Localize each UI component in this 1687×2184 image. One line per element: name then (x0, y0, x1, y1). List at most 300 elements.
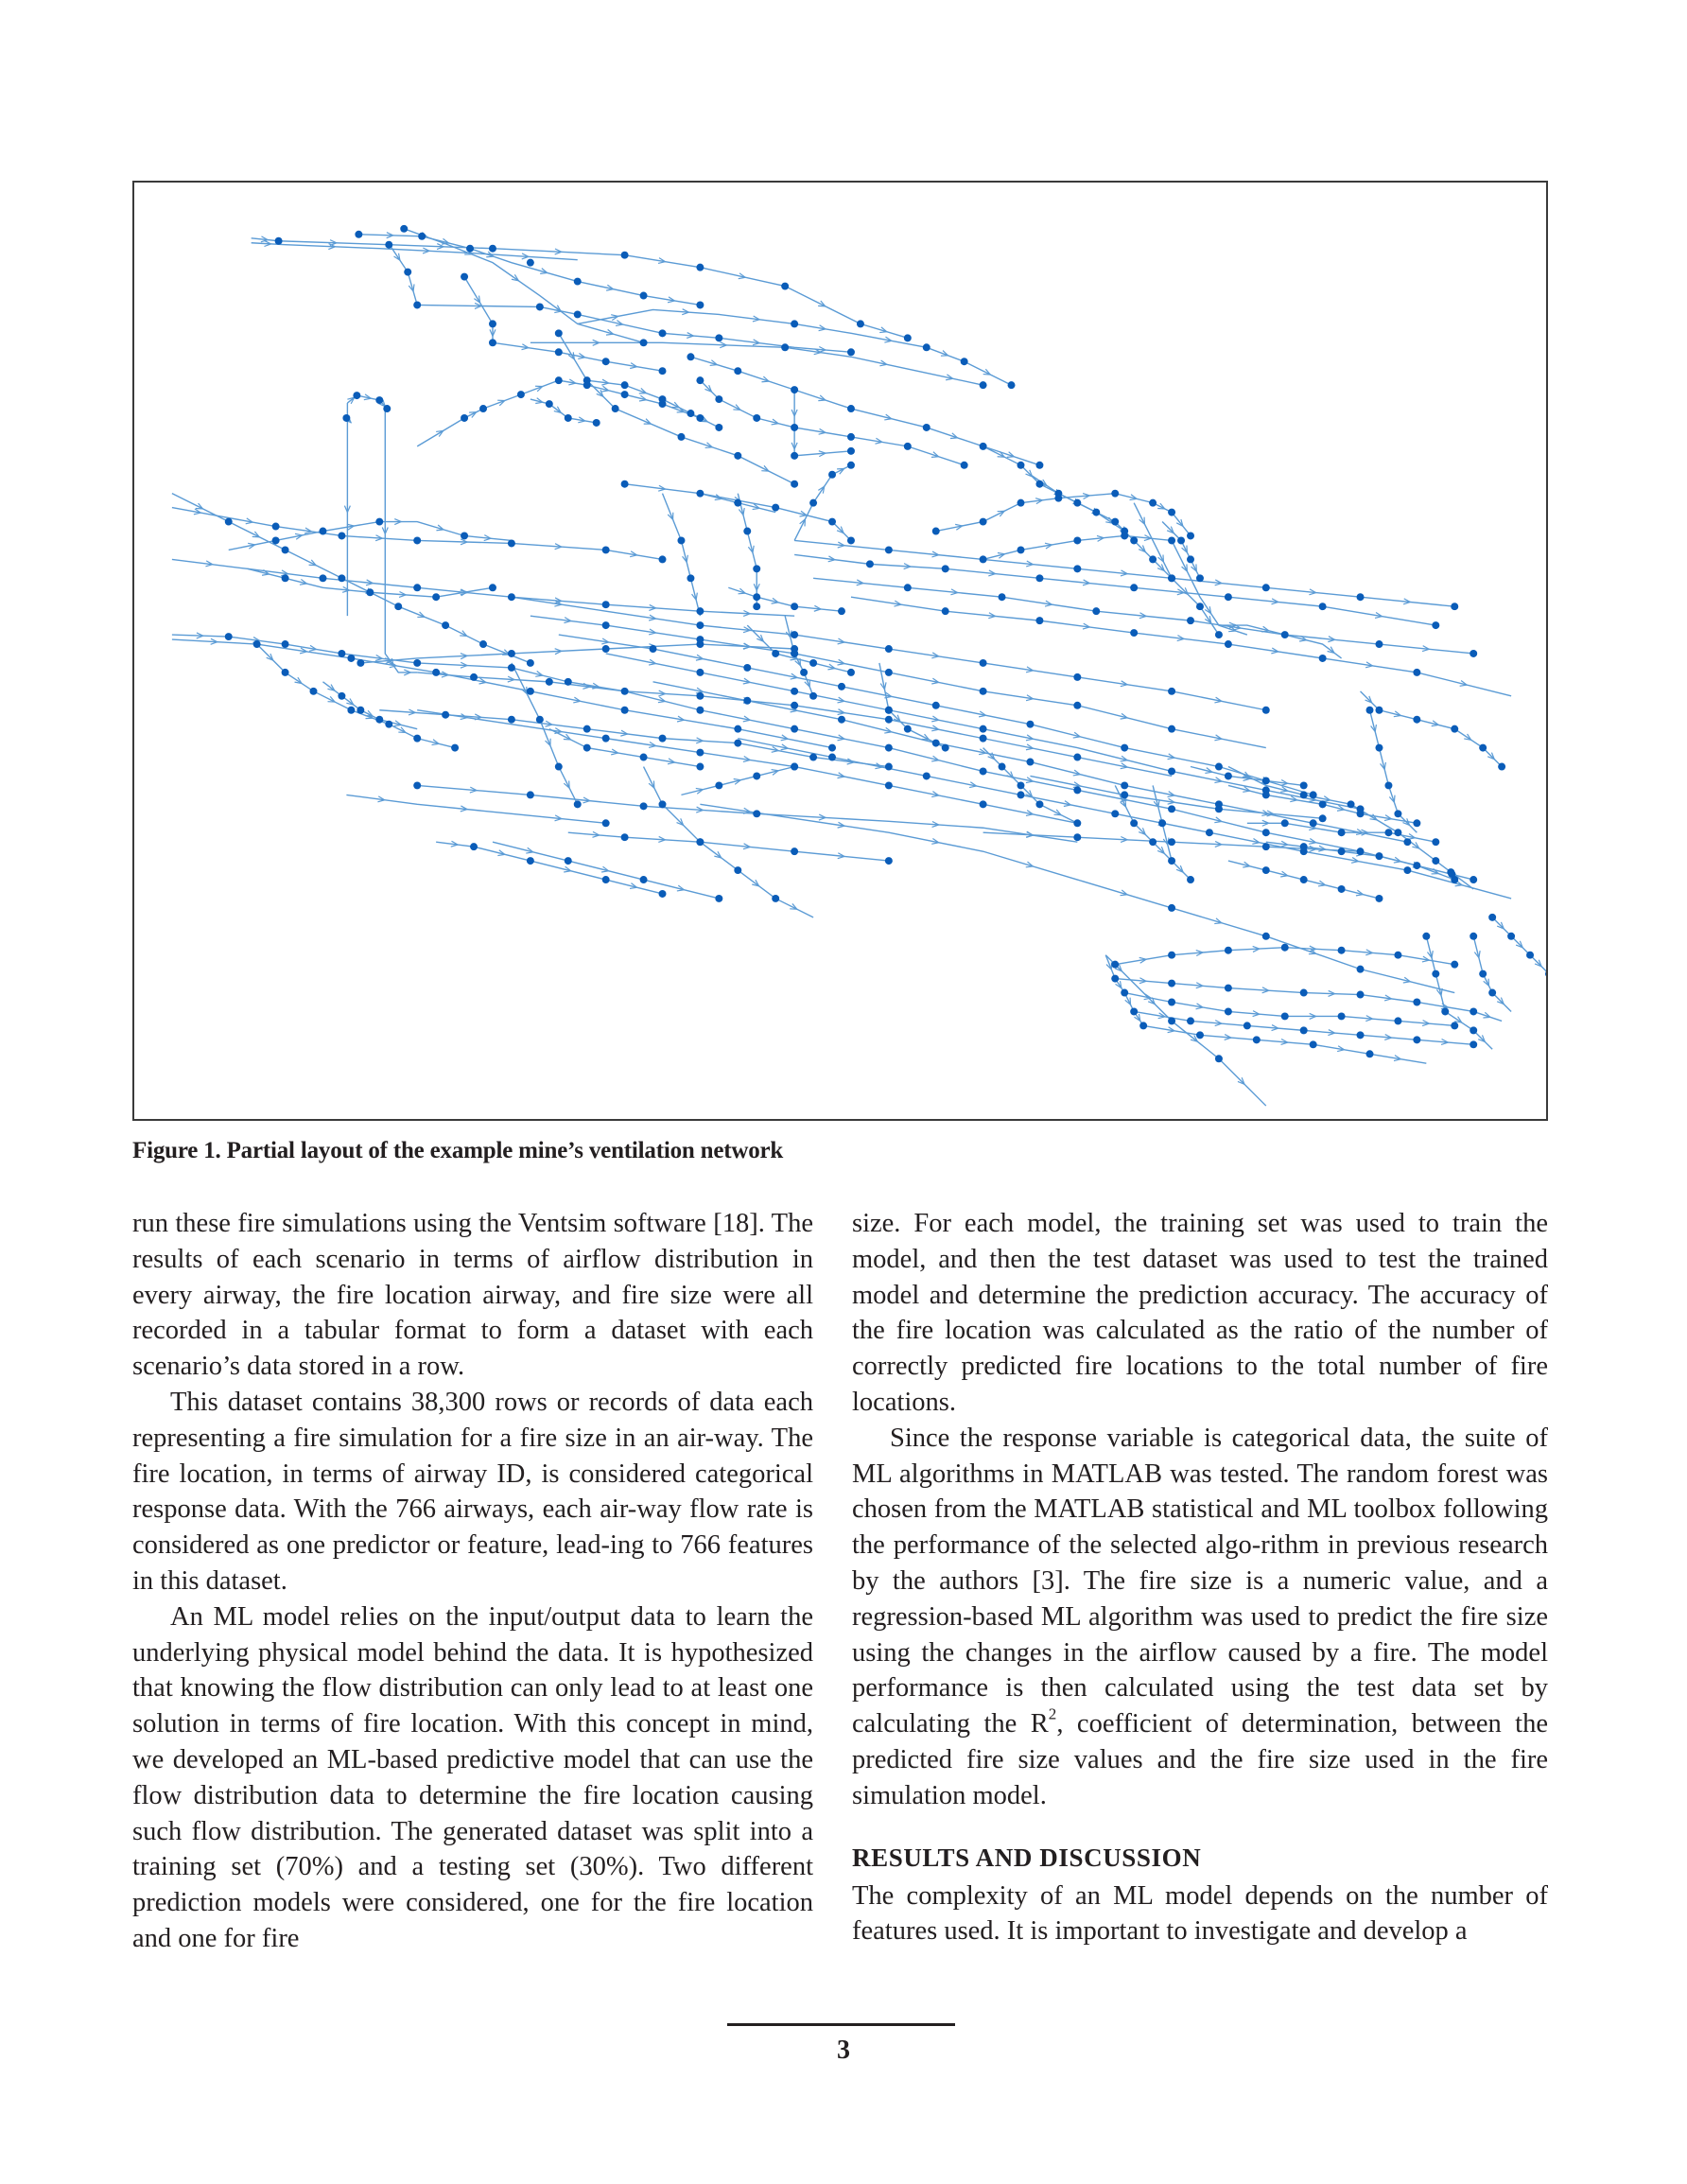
junction-node (479, 640, 487, 648)
junction-node (980, 381, 987, 389)
junction-node (225, 633, 233, 640)
junction-node (838, 716, 845, 724)
junction-node (980, 800, 987, 808)
junction-node (942, 744, 949, 752)
junction-node (1168, 980, 1175, 987)
junction-node (828, 518, 836, 526)
junction-node (366, 588, 374, 596)
junction-node (1394, 1017, 1401, 1024)
paragraph: An ML model relies on the input/output data to learn the underlying physical model behind the data. It is hypothesized that knowing the flow distribution can only lead to at least one solution in terms of fire location. With this concept in mind, we developed an ML-based predictive model that can use the flow distribution data to determine the fire location causing such flow distribution. The generated dataset was split into a training set (70%) and a testing set (30%). Two different prediction models were considered, one for the fire location and one for fire (132, 1601, 813, 1953)
airway-edge (794, 554, 1435, 625)
junction-node (1394, 810, 1401, 817)
junction-node (375, 396, 383, 404)
junction-node (1035, 574, 1043, 582)
junction-node (696, 669, 704, 676)
junction-node (923, 772, 930, 779)
junction-node (1507, 933, 1515, 940)
junction-node (1375, 895, 1383, 902)
junction-node (1073, 499, 1081, 507)
junction-node (527, 688, 534, 695)
junction-node (555, 348, 563, 356)
junction-node (508, 664, 515, 672)
junction-node (791, 631, 798, 638)
airway-edge (360, 644, 794, 663)
junction-node (838, 683, 845, 690)
junction-node (885, 546, 893, 553)
junction-node (696, 414, 704, 422)
junction-node (1451, 961, 1458, 969)
section-heading: RESULTS AND DISCUSSION (852, 1843, 1202, 1872)
junction-node (1196, 603, 1204, 610)
junction-node (1187, 617, 1194, 624)
junction-node (791, 763, 798, 771)
ventilation-network-diagram (134, 183, 1546, 1119)
junction-node (791, 386, 798, 393)
junction-node (1375, 640, 1383, 648)
junction-node (1357, 847, 1365, 855)
junction-node (753, 414, 760, 422)
junction-node (1092, 509, 1100, 516)
network-junctions (225, 225, 1546, 1062)
junction-node (828, 744, 836, 752)
junction-node (809, 692, 817, 700)
junction-node (809, 754, 817, 761)
airway-edge (568, 832, 889, 861)
junction-node (734, 740, 741, 747)
junction-node (1262, 829, 1270, 836)
junction-node (385, 721, 392, 728)
junction-node (1130, 536, 1138, 544)
junction-node (1026, 721, 1034, 728)
junction-node (942, 565, 949, 572)
junction-node (1017, 781, 1024, 789)
junction-node (847, 447, 855, 455)
junction-node (753, 810, 760, 817)
junction-node (1262, 707, 1270, 714)
junction-node (1357, 966, 1365, 973)
junction-node (442, 621, 449, 629)
junction-node (1310, 819, 1317, 827)
airway-edge (172, 508, 663, 560)
junction-node (574, 278, 582, 286)
junction-node (772, 504, 779, 512)
junction-node (413, 536, 421, 544)
junction-node (659, 555, 667, 563)
junction-node (932, 528, 940, 535)
junction-node (1300, 989, 1308, 997)
junction-node (715, 424, 722, 431)
junction-node (687, 410, 694, 417)
junction-node (885, 763, 893, 771)
junction-node (942, 607, 949, 615)
junction-node (413, 735, 421, 743)
junction-node (225, 518, 233, 526)
junction-node (696, 621, 704, 629)
junction-node (1479, 970, 1487, 978)
junction-node (1168, 857, 1175, 865)
paragraph-text: , coefficient of determination, between the predicted fire size values and the fire size used in the fire simulation model. (852, 1709, 1548, 1810)
airway-edge (417, 380, 700, 446)
junction-node (923, 424, 930, 431)
junction-node (602, 358, 610, 365)
junction-node (1111, 518, 1119, 526)
junction-node (621, 381, 629, 389)
junction-node (1130, 584, 1138, 591)
junction-node (1187, 1017, 1194, 1024)
junction-node (1215, 763, 1223, 771)
junction-node (489, 584, 496, 591)
junction-node (1300, 876, 1308, 883)
airway-edge (1143, 1025, 1426, 1063)
junction-node (1073, 786, 1081, 794)
junction-node (517, 391, 525, 398)
junction-node (753, 603, 760, 610)
junction-node (1470, 933, 1477, 940)
junction-node (546, 678, 553, 686)
junction-node (696, 301, 704, 308)
airway-edge (728, 587, 842, 611)
figure-caption: Figure 1. Partial layout of the example mine’s ventilation network (132, 1138, 784, 1163)
junction-node (1310, 791, 1317, 798)
junction-node (980, 443, 987, 450)
junction-node (1432, 838, 1439, 846)
airway-edge (851, 597, 1511, 696)
junction-node (338, 692, 345, 700)
junction-node (621, 833, 629, 841)
junction-node (1168, 509, 1175, 516)
junction-node (1262, 584, 1270, 591)
junction-node (1319, 800, 1327, 808)
junction-node (1403, 866, 1411, 874)
junction-node (1073, 754, 1081, 761)
junction-node (1432, 857, 1439, 865)
junction-node (1035, 800, 1043, 808)
junction-node (696, 763, 704, 771)
junction-node (781, 283, 789, 290)
junction-node (734, 866, 741, 874)
junction-node (1225, 985, 1232, 992)
junction-node (1130, 819, 1138, 827)
junction-node (1422, 933, 1430, 940)
junction-node (593, 419, 600, 427)
junction-node (353, 392, 360, 399)
junction-node (1488, 989, 1496, 997)
airway-edge (794, 540, 1454, 606)
junction-node (451, 744, 459, 752)
junction-node (1375, 852, 1383, 860)
junction-node (791, 603, 798, 610)
junction-node (565, 678, 572, 686)
junction-node (1300, 843, 1308, 850)
junction-node (904, 725, 912, 733)
junction-node (1262, 777, 1270, 784)
airway-edge (172, 559, 794, 616)
junction-node (621, 688, 629, 695)
junction-node (753, 593, 760, 601)
junction-node (275, 237, 283, 245)
junction-node (791, 452, 798, 460)
junction-node (1413, 716, 1420, 724)
airway-edge (530, 342, 983, 385)
junction-node (404, 269, 411, 276)
junction-node (1394, 952, 1401, 959)
junction-node (602, 546, 610, 553)
junction-node (253, 640, 261, 648)
junction-node (555, 329, 563, 337)
junction-node (791, 650, 798, 657)
junction-node (479, 405, 487, 412)
junction-node (1470, 1026, 1477, 1034)
junction-node (1168, 999, 1175, 1006)
junction-node (272, 536, 280, 544)
junction-node (791, 702, 798, 709)
junction-node (659, 367, 667, 375)
junction-node (602, 601, 610, 608)
junction-node (319, 528, 326, 535)
junction-node (1262, 791, 1270, 798)
junction-node (1366, 1050, 1374, 1057)
junction-node (640, 802, 648, 810)
junction-node (999, 593, 1006, 601)
junction-node (1479, 744, 1487, 752)
junction-node (413, 301, 421, 308)
junction-node (357, 707, 364, 714)
junction-node (282, 574, 289, 582)
junction-node (696, 607, 704, 615)
junction-node (640, 876, 648, 883)
left-column (132, 1206, 813, 1957)
junction-node (413, 659, 421, 667)
junction-node (1168, 1017, 1175, 1024)
junction-node (980, 768, 987, 776)
junction-node (1319, 814, 1327, 822)
junction-node (743, 664, 751, 672)
junction-node (1413, 819, 1420, 827)
junction-node (1498, 763, 1505, 771)
junction-node (508, 716, 515, 724)
junction-node (1413, 999, 1420, 1006)
junction-node (1348, 800, 1355, 808)
junction-node (1432, 621, 1439, 629)
junction-node (432, 593, 440, 601)
junction-node (1073, 565, 1081, 572)
junction-node (1073, 819, 1081, 827)
junction-node (583, 381, 591, 389)
junction-node (696, 490, 704, 498)
junction-node (338, 533, 345, 540)
junction-node (319, 574, 326, 582)
junction-node (980, 735, 987, 743)
junction-node (1215, 631, 1223, 638)
junction-node (696, 692, 704, 700)
airway-edge (983, 446, 1172, 578)
junction-node (1225, 593, 1232, 601)
junction-node (282, 669, 289, 676)
junction-node (282, 546, 289, 553)
junction-node (583, 725, 591, 733)
junction-node (1168, 805, 1175, 812)
junction-node (650, 645, 657, 653)
figure-1-frame (132, 181, 1548, 1121)
junction-node (1319, 655, 1327, 662)
junction-node (1319, 603, 1327, 610)
junction-node (355, 231, 362, 238)
junction-node (1384, 781, 1392, 789)
junction-node (394, 603, 402, 610)
junction-node (461, 414, 468, 422)
airway-edge (436, 842, 662, 894)
junction-node (565, 414, 572, 422)
junction-node (555, 763, 563, 771)
junction-node (1149, 838, 1157, 846)
junction-node (375, 716, 383, 724)
junction-node (489, 339, 496, 346)
paragraph-text: Since the response variable is categorical data, the suite of ML algorithms in MATLAB was tested. The random forest was chosen from the MATLAB statistical and ML toolbox following the performance of the selected algo-rithm in previous research by the authors [3]. The fire size is a numeric value, and a regression-based ML algorithm was used to predict the fire size using the changes in the airflow caused by a fire. The model performance is then calculated using the test data set by calculating the R (852, 1423, 1548, 1739)
junction-node (1262, 843, 1270, 850)
junction-node (536, 716, 544, 724)
junction-node (980, 659, 987, 667)
junction-node (1441, 1007, 1449, 1015)
junction-node (1357, 991, 1365, 999)
junction-node (1008, 381, 1016, 389)
junction-node (1338, 847, 1346, 855)
junction-node (687, 353, 694, 360)
junction-node (1338, 1012, 1346, 1020)
junction-node (1168, 688, 1175, 695)
junction-node (1177, 536, 1185, 544)
junction-node (1338, 829, 1346, 836)
junction-node (400, 225, 408, 233)
junction-node (574, 310, 582, 318)
junction-node (1451, 603, 1458, 610)
junction-node (282, 640, 289, 648)
junction-node (1225, 772, 1232, 779)
junction-node (677, 433, 685, 441)
paragraph (852, 1421, 1548, 1814)
junction-node (980, 518, 987, 526)
junction-node (602, 621, 610, 629)
junction-node (1017, 546, 1024, 553)
page-number: 3 (837, 2035, 850, 2065)
paragraph: The complexity of an ML model depends on the number of features used. It is important to investigate and develop a (852, 1880, 1548, 1947)
junction-node (1017, 462, 1024, 469)
junction-node (1139, 1022, 1147, 1029)
junction-node (659, 735, 667, 743)
junction-node (1470, 1040, 1477, 1048)
junction-node (885, 857, 893, 865)
junction-node (555, 376, 563, 384)
junction-node (1225, 947, 1232, 954)
junction-node (640, 339, 648, 346)
junction-node (999, 763, 1006, 771)
junction-node (461, 533, 468, 540)
junction-node (1187, 533, 1194, 540)
junction-node (338, 574, 345, 582)
junction-node (1054, 490, 1062, 498)
junction-node (432, 669, 440, 676)
junction-node (1196, 574, 1204, 582)
junction-node (932, 740, 940, 747)
airway-edge (1219, 625, 1342, 658)
junction-node (696, 749, 704, 757)
junction-node (1149, 555, 1157, 563)
junction-node (413, 584, 421, 591)
junction-node (574, 800, 582, 808)
junction-node (272, 523, 280, 531)
junction-node (753, 565, 760, 572)
junction-node (1357, 593, 1365, 601)
junction-node (1035, 617, 1043, 624)
junction-node (772, 650, 779, 657)
junction-node (1384, 829, 1392, 836)
junction-node (828, 754, 836, 761)
junction-node (904, 584, 912, 591)
junction-node (980, 688, 987, 695)
network-airways (172, 229, 1546, 1106)
junction-node (527, 857, 534, 865)
airway-edge (559, 635, 1313, 795)
junction-node (621, 391, 629, 398)
paragraph: size. For each model, the training set was used to train the model, and then the test dataset was used to test the trained model and determine the prediction accuracy. The accuracy of the fire location was calculated as the ratio of the number of correctly predicted fire locations to the total number of fire locations. (852, 1209, 1548, 1417)
junction-node (734, 725, 741, 733)
junction-node (847, 462, 855, 469)
junction-node (1121, 744, 1128, 752)
junction-node (743, 697, 751, 705)
junction-node (1130, 1007, 1138, 1015)
junction-node (791, 847, 798, 855)
junction-node (385, 241, 392, 249)
junction-node (527, 791, 534, 798)
junction-node (1035, 462, 1043, 469)
junction-node (375, 518, 383, 526)
junction-node (715, 781, 722, 789)
junction-node (1168, 904, 1175, 912)
footer-rule (727, 2023, 955, 2026)
airway-edge (417, 710, 1077, 824)
junction-node (885, 781, 893, 789)
junction-node (847, 536, 855, 544)
junction-node (1366, 707, 1374, 714)
junction-node (696, 838, 704, 846)
junction-node (1253, 1036, 1261, 1043)
junction-node (734, 452, 741, 460)
junction-node (696, 707, 704, 714)
airway-edge (644, 767, 814, 917)
junction-node (715, 895, 722, 902)
junction-node (1357, 810, 1365, 817)
junction-node (461, 273, 468, 281)
junction-node (904, 334, 912, 341)
junction-node (621, 480, 629, 488)
junction-node (1111, 810, 1119, 817)
junction-node (980, 725, 987, 733)
junction-node (310, 688, 318, 695)
junction-node (932, 702, 940, 709)
junction-node (1300, 791, 1308, 798)
junction-node (442, 711, 449, 719)
superscript: 2 (1048, 1704, 1057, 1723)
airway-edge (1134, 503, 1219, 635)
junction-node (565, 857, 572, 865)
paragraph: run these fire simulations using the Ventsim software [18]. The results of each scenario in terms of airflow distribution in every airway, the fire location airway, and fire size were all recorded in a tabular format to form a dataset with each scenario’s data stored in a row. (132, 1209, 813, 1382)
junction-node (1470, 650, 1477, 657)
junction-node (1281, 631, 1289, 638)
junction-node (1073, 833, 1081, 841)
junction-node (1225, 1007, 1232, 1015)
junction-node (1121, 528, 1128, 535)
junction-node (1111, 490, 1119, 498)
junction-node (1281, 944, 1289, 952)
